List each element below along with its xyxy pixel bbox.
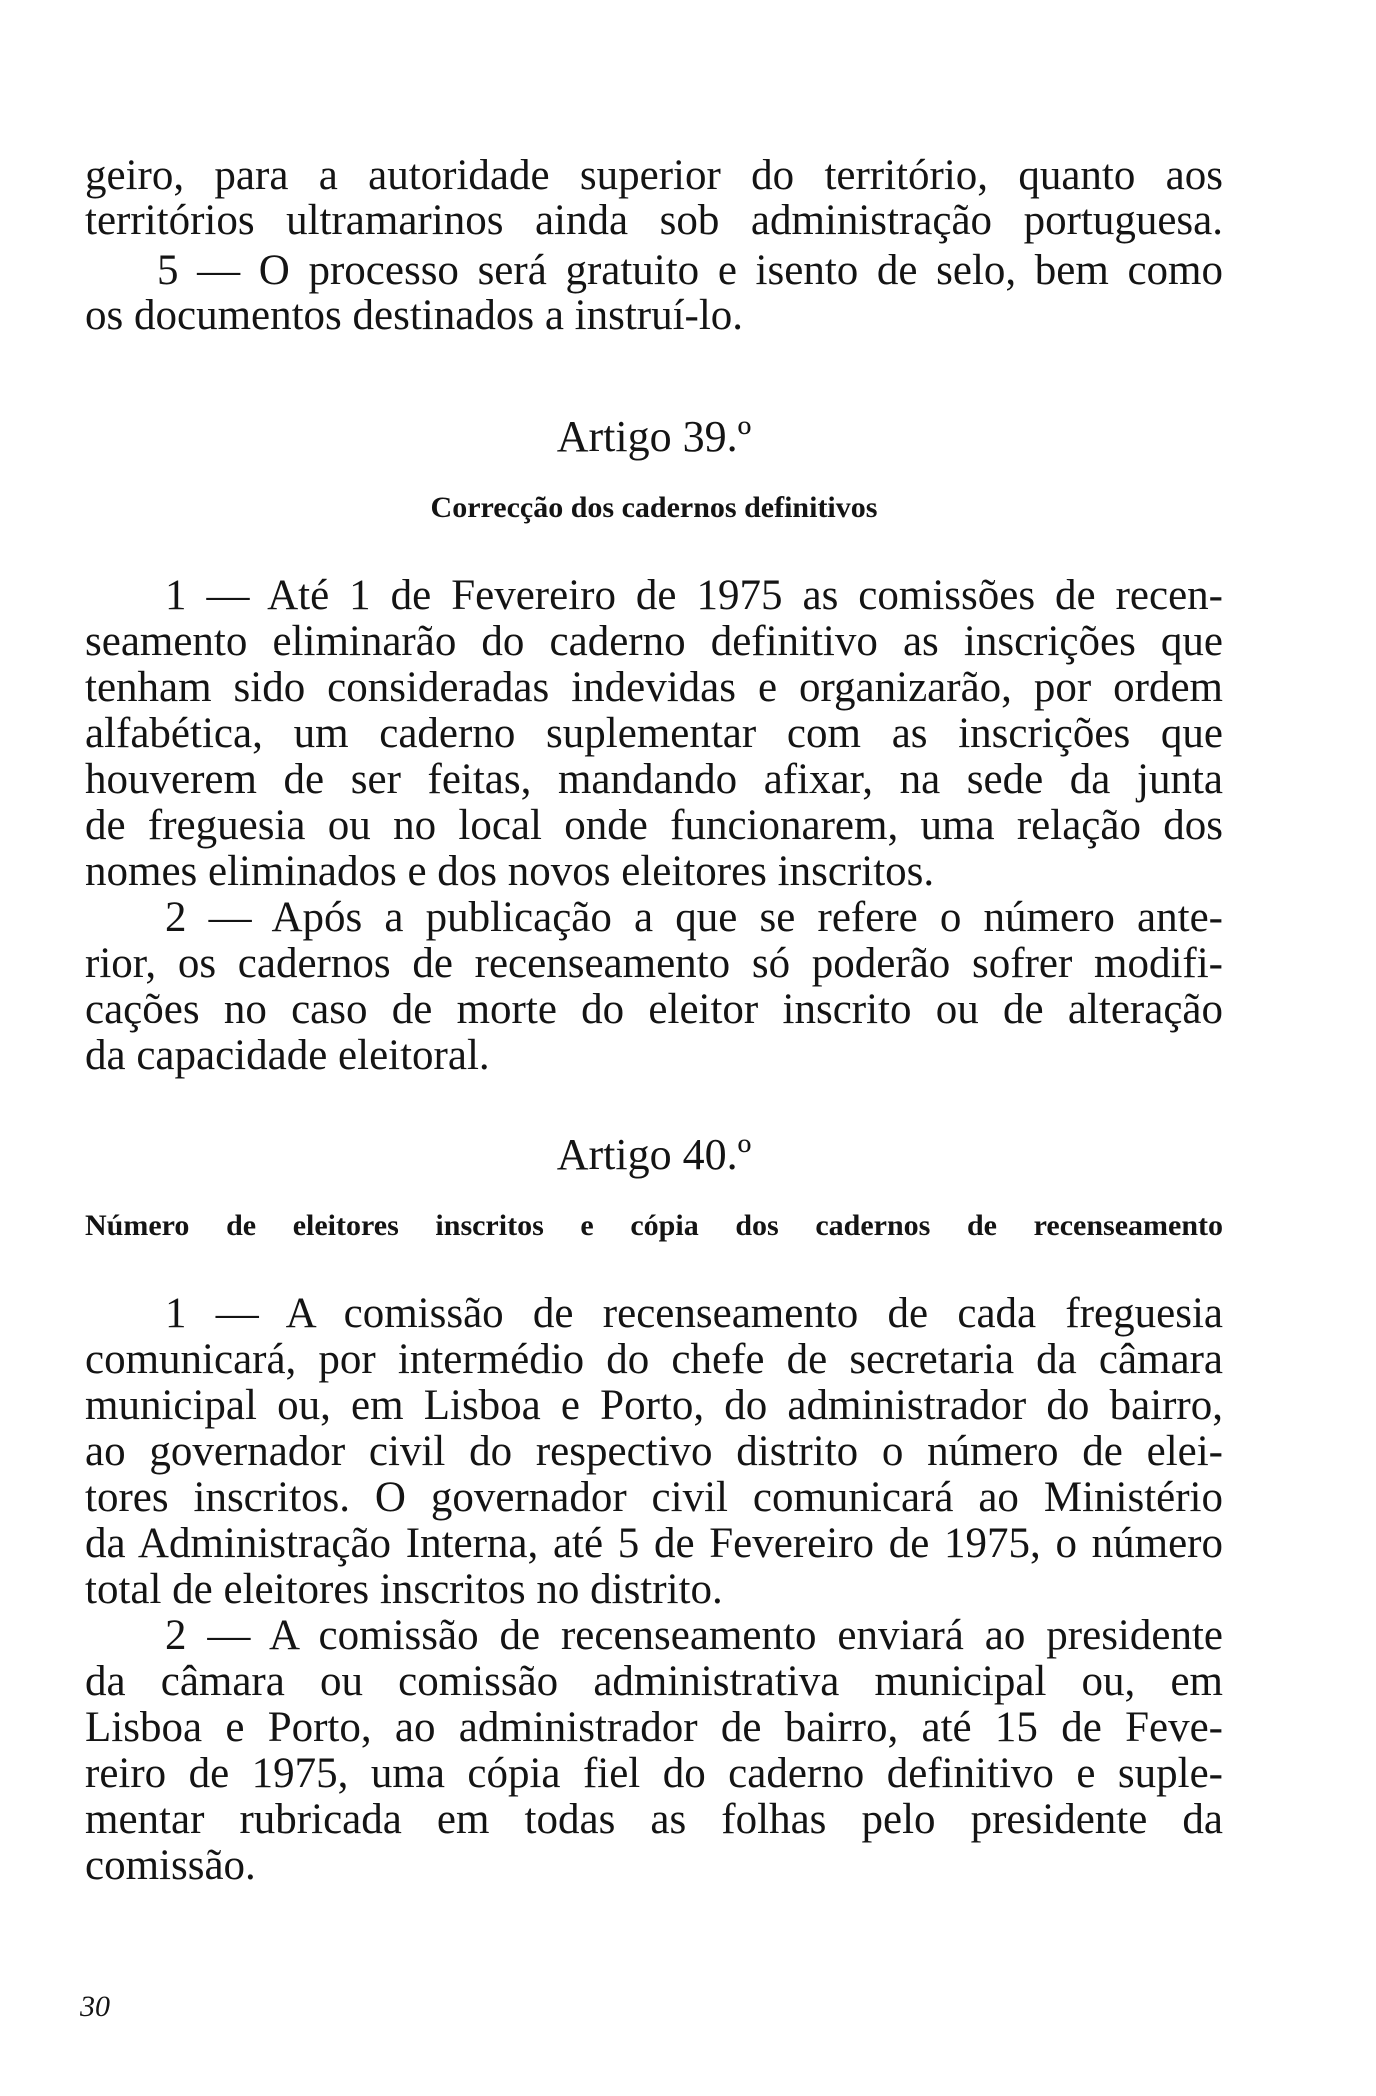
article-40-line: Lisboa e Porto, ao administrador de bairro, até 15 de Feve- <box>85 1704 1223 1751</box>
intro-line: territórios ultramarinos ainda sob administração portuguesa. <box>85 197 1223 244</box>
article-39-line: tenham sido consideradas indevidas e organizarão, por ordem <box>85 664 1223 711</box>
article-39-line: 2 — Após a publicação a que se refere o número ante- <box>165 894 1223 941</box>
article-40-line: ao governador civil do respectivo distrito o número de elei- <box>85 1428 1223 1475</box>
article-40-line: comunicará, por intermédio do chefe de secretaria da câmara <box>85 1336 1223 1383</box>
article-40-line: 2 — A comissão de recenseamento enviará ao presidente <box>165 1612 1223 1659</box>
article-39-line: houverem de ser feitas, mandando afixar, na sede da junta <box>85 756 1223 803</box>
article-40-subtitle: Número de eleitores inscritos e cópia dos cadernos de recenseamento <box>85 1209 1223 1242</box>
article-40-line: total de eleitores inscritos no distrito. <box>85 1566 723 1613</box>
article-39-line: de freguesia ou no local onde funcionarem, uma relação dos <box>85 802 1223 849</box>
article-40-line: mentar rubricada em todas as folhas pelo presidente da <box>85 1796 1223 1843</box>
article-39-line: alfabética, um caderno suplementar com as inscrições que <box>85 710 1223 757</box>
article-39-title: Artigo 39.º <box>556 412 752 461</box>
article-39-line: 1 — Até 1 de Fevereiro de 1975 as comissões de recen- <box>165 572 1223 619</box>
article-39-line: seamento eliminarão do caderno definitivo as inscrições que <box>85 618 1223 665</box>
article-39-line: rior, os cadernos de recenseamento só poderão sofrer modifi- <box>85 940 1223 987</box>
article-40-line: reiro de 1975, uma cópia fiel do caderno definitivo e suple- <box>85 1750 1223 1797</box>
article-40-line: 1 — A comissão de recenseamento de cada freguesia <box>165 1290 1223 1337</box>
article-40-line: tores inscritos. O governador civil comunicará ao Ministério <box>85 1474 1223 1521</box>
intro-line: geiro, para a autoridade superior do território, quanto aos <box>85 152 1223 199</box>
article-40-line: da Administração Interna, até 5 de Fevereiro de 1975, o número <box>85 1520 1223 1567</box>
page-number: 30 <box>80 1990 110 2023</box>
article-39-line: nomes eliminados e dos novos eleitores inscritos. <box>85 848 935 895</box>
article-39-line: da capacidade eleitoral. <box>85 1032 490 1079</box>
article-40-line: da câmara ou comissão administrativa municipal ou, em <box>85 1658 1223 1705</box>
article-40-title: Artigo 40.º <box>556 1130 752 1179</box>
article-40-line: municipal ou, em Lisboa e Porto, do administrador do bairro, <box>85 1382 1223 1429</box>
article-40-line: comissão. <box>85 1842 256 1889</box>
intro-line: 5 — O processo será gratuito e isento de selo, bem como <box>157 247 1223 294</box>
article-39-line: cações no caso de morte do eleitor inscrito ou de alteração <box>85 986 1223 1033</box>
intro-line: os documentos destinados a instruí-lo. <box>85 292 744 339</box>
article-39-subtitle: Correcção dos cadernos definitivos <box>430 491 878 524</box>
